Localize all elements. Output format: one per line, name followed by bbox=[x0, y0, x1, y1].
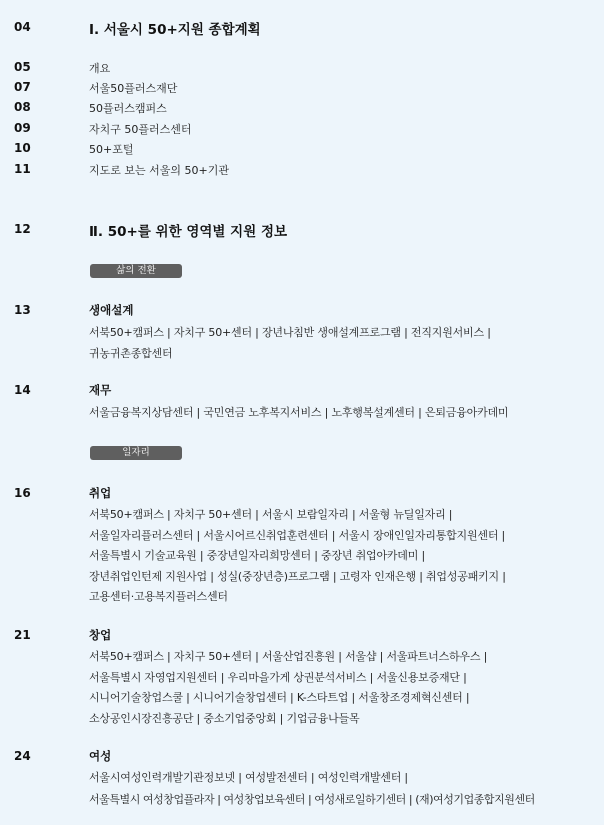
entry-line: 귀농귀촌종합센터 bbox=[89, 347, 173, 360]
toc-page-number: 05 bbox=[14, 60, 31, 74]
toc-page-number: 10 bbox=[14, 141, 31, 155]
category-pill: 일자리 bbox=[90, 446, 182, 460]
toc-entry: 개요 bbox=[89, 62, 111, 75]
entry-line: 서울금융복지상담센터 | 국민연금 노후복지서비스 | 노후행복설계센터 | 은퇴금융아카데미 bbox=[89, 406, 509, 419]
subsection-title: 취업 bbox=[89, 486, 112, 500]
entry-line: 장년취업인턴제 지원사업 | 성실(중장년층)프로그램 | 고령자 인재은행 | 취업성공패키지 | bbox=[89, 570, 506, 583]
entry-line: 시니어기술창업스쿨 | 시니어기술창업센터 | K-스타트업 | 서울창조경제혁신센터 | bbox=[89, 691, 470, 704]
subsection-title: 재무 bbox=[89, 383, 112, 397]
entry-line: 서북50+캠퍼스 | 자치구 50+센터 | 서울산업진흥원 | 서울샵 | 서울파트너스하우스 | bbox=[89, 650, 488, 663]
subsection-title: 생애설계 bbox=[89, 303, 134, 317]
toc-page-number: 11 bbox=[14, 162, 31, 176]
toc-page-number: 12 bbox=[14, 222, 31, 236]
entry-line: 서울특별시 자영업지원센터 | 우리마을가게 상권분석서비스 | 서울신용보증재단 | bbox=[89, 671, 467, 684]
section-title: Ⅰ. 서울시 50+지원 종합계획 bbox=[89, 22, 261, 38]
toc-page-number: 08 bbox=[14, 100, 31, 114]
toc-entry: 50플러스캠퍼스 bbox=[89, 102, 167, 115]
toc-page-number: 07 bbox=[14, 80, 31, 94]
toc-entry: 50+포털 bbox=[89, 143, 134, 156]
toc-page-number: 13 bbox=[14, 303, 31, 317]
entry-line: 고용센터·고용복지플러스센터 bbox=[89, 590, 228, 603]
toc-page-number: 24 bbox=[14, 749, 31, 763]
toc-entry: 자치구 50플러스센터 bbox=[89, 123, 192, 136]
entry-line: 서북50+캠퍼스 | 자치구 50+센터 | 장년나침반 생애설계프로그램 | 전직지원서비스 | bbox=[89, 326, 491, 339]
entry-line: 소상공인시장진흥공단 | 중소기업중앙회 | 기업금융나들목 bbox=[89, 712, 360, 725]
toc-page-number: 21 bbox=[14, 628, 31, 642]
category-pill: 삶의 전환 bbox=[90, 264, 182, 278]
toc-entry: 지도로 보는 서울의 50+기관 bbox=[89, 164, 229, 177]
subsection-title: 여성 bbox=[89, 749, 112, 763]
toc-page-number: 14 bbox=[14, 383, 31, 397]
toc-page-number: 16 bbox=[14, 486, 31, 500]
toc-entry: 서울50플러스재단 bbox=[89, 82, 178, 95]
subsection-title: 창업 bbox=[89, 628, 112, 642]
entry-line: 서울특별시 기술교육원 | 중장년일자리희망센터 | 중장년 취업아카데미 | bbox=[89, 549, 425, 562]
entry-line: 서울일자리플러스센터 | 서울시어르신취업훈련센터 | 서울시 장애인일자리통합지원센터 | bbox=[89, 529, 506, 542]
entry-line: 서울시여성인력개발기관정보넷 | 여성발전센터 | 여성인력개발센터 | bbox=[89, 771, 408, 784]
entry-line: 서북50+캠퍼스 | 자치구 50+센터 | 서울시 보람일자리 | 서울형 뉴딜일자리 | bbox=[89, 508, 453, 521]
toc-page-number: 09 bbox=[14, 121, 31, 135]
entry-line: 서울특별시 여성창업플라자 | 여성창업보육센터 | 여성새로일하기센터 | (재)여성기업종합지원센터 bbox=[89, 793, 535, 806]
toc-page-number: 04 bbox=[14, 20, 31, 34]
section-title: Ⅱ. 50+를 위한 영역별 지원 정보 bbox=[89, 224, 288, 240]
